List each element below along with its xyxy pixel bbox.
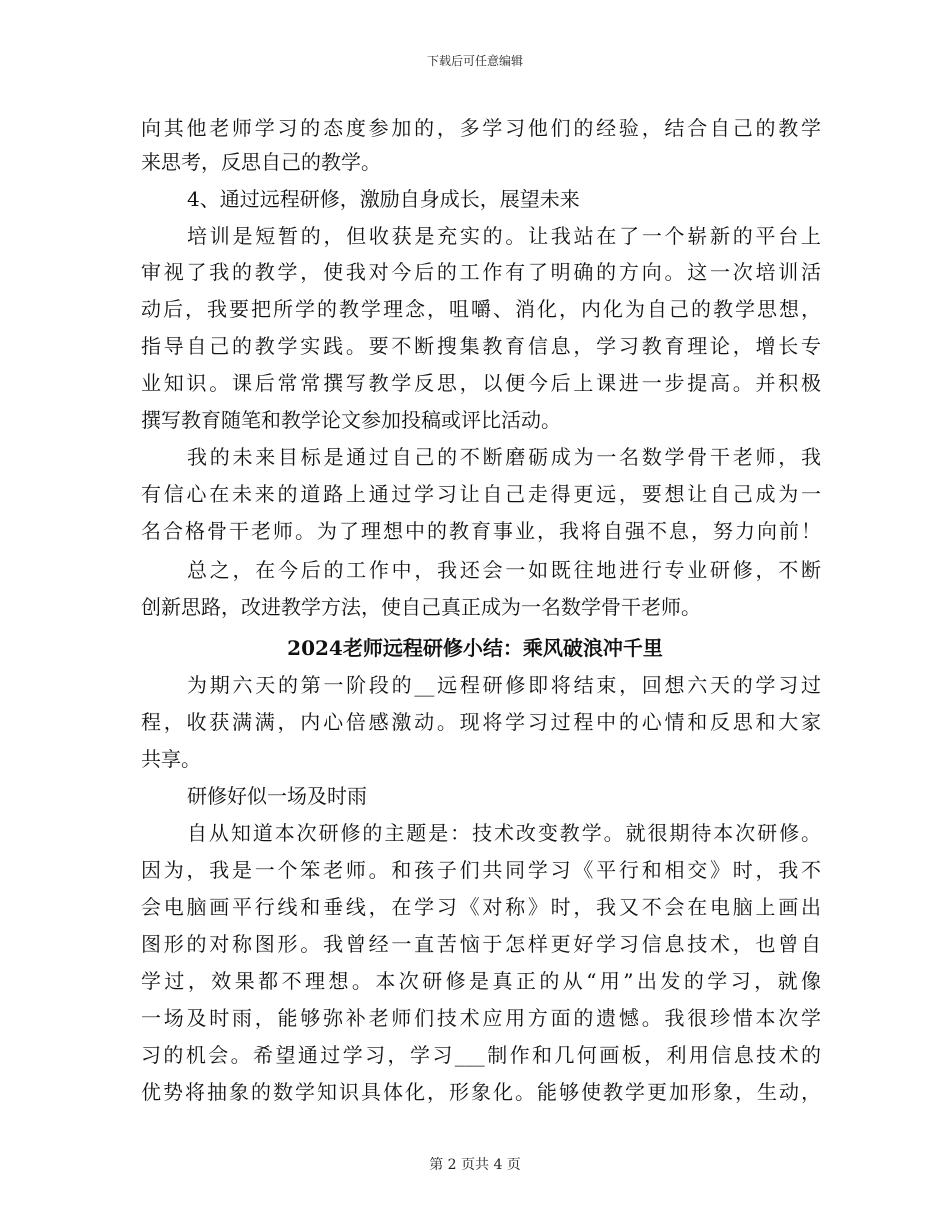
paragraph-line: 因为，我是一个笨老师。和孩子们共同学习《平行和相交》时，我不 bbox=[141, 858, 821, 882]
paragraph-line: 创新思路，改进教学方法，使自己真正成为一名数学骨干老师。 bbox=[141, 595, 701, 619]
page-footer: 第 2 页共 4 页 bbox=[429, 1157, 521, 1173]
paragraph-line: 习的机会。希望通过学习，学习___制作和几何画板，利用信息技术的 bbox=[141, 1043, 821, 1067]
paragraph-line: 共享。 bbox=[141, 747, 201, 771]
paragraph-line: 为期六天的第一阶段的__远程研修即将结束，回想六天的学习过 bbox=[187, 673, 821, 697]
paragraph-line: 业知识。课后常常撰写教学反思，以便今后上课进一步提高。并积极 bbox=[141, 371, 821, 395]
paragraph-line: 培训是短暂的，但收获是充实的。让我站在了一个崭新的平台上 bbox=[187, 224, 821, 248]
paragraph-line: 自从知道本次研修的主题是：技术改变教学。就很期待本次研修。 bbox=[187, 821, 821, 845]
paragraph-line: 名合格骨干老师。为了理想中的教育事业，我将自强不息，努力向前！ bbox=[141, 519, 821, 543]
subheading-line: 研修好似一场及时雨 bbox=[187, 784, 367, 808]
paragraph-line: 程，收获满满，内心倍感激动。现将学习过程中的心情和反思和大家 bbox=[141, 710, 821, 734]
paragraph-line: 学过，效果都不理想。本次研修是真正的从“用”出发的学习，就像 bbox=[141, 969, 821, 993]
paragraph-line: 向其他老师学习的态度参加的，多学习他们的经验，结合自己的教学 bbox=[141, 116, 821, 140]
paragraph-line: 图形的对称图形。我曾经一直苦恼于怎样更好学习信息技术，也曾自 bbox=[141, 932, 821, 956]
paragraph-line: 有信心在未来的道路上通过学习让自己走得更远，要想让自己成为一 bbox=[141, 482, 821, 506]
section-title: 2024老师远程研修小结：乘风破浪冲千里 bbox=[287, 636, 663, 660]
paragraph-line: 撰写教育随笔和教学论文参加投稿或评比活动。 bbox=[141, 408, 561, 432]
paragraph-line: 会电脑画平行线和垂线，在学习《对称》时，我又不会在电脑上画出 bbox=[141, 895, 821, 919]
paragraph-line: 动后，我要把所学的教学理念，咀嚼、消化，内化为自己的教学思想， bbox=[141, 297, 821, 321]
paragraph-line: 一场及时雨，能够弥补老师们技术应用方面的遗憾。我很珍惜本次学 bbox=[141, 1006, 821, 1030]
paragraph-line: 指导自己的教学实践。要不断搜集教育信息，学习教育理论，增长专 bbox=[141, 334, 821, 358]
paragraph-line: 总之，在今后的工作中，我还会一如既往地进行专业研修，不断 bbox=[187, 558, 821, 582]
paragraph-line: 审视了我的教学，使我对今后的工作有了明确的方向。这一次培训活 bbox=[141, 260, 821, 284]
paragraph-line: 来思考，反思自己的教学。 bbox=[141, 150, 381, 174]
page-header: 下载后可任意编辑 bbox=[426, 54, 523, 68]
section-heading-line: 4、通过远程研修，激励自身成长，展望未来 bbox=[187, 187, 580, 211]
paragraph-line: 我的未来目标是通过自己的不断磨砺成为一名数学骨干老师，我 bbox=[187, 445, 821, 469]
paragraph-line: 优势将抽象的数学知识具体化，形象化。能够使教学更加形象，生动， bbox=[141, 1080, 821, 1104]
